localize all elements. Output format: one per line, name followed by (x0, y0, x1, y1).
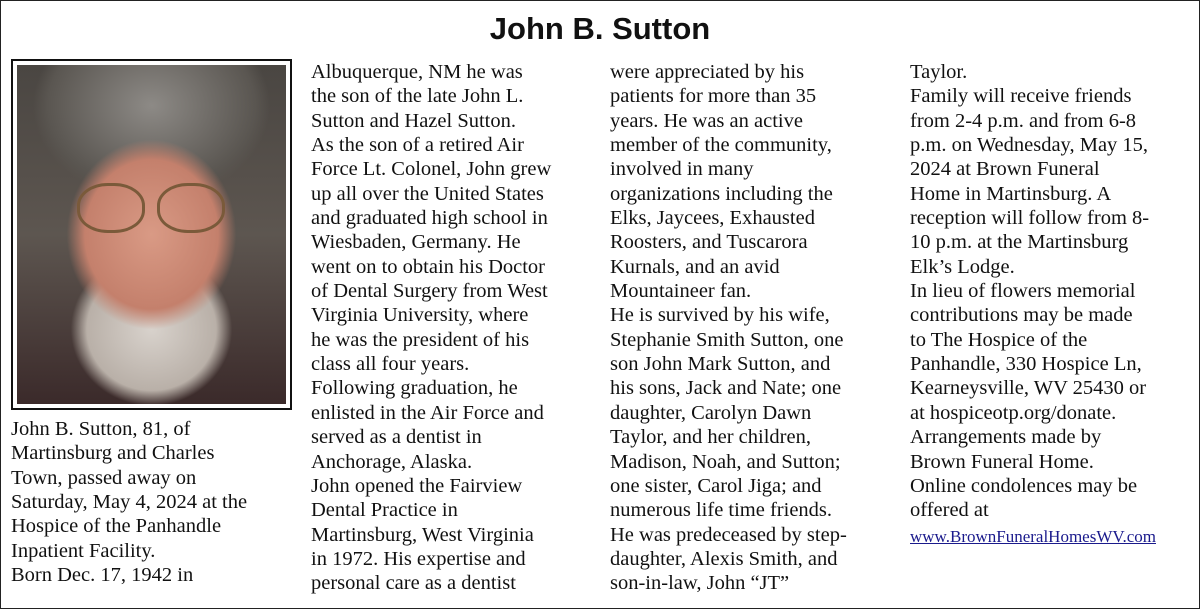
text-line: Born Dec. 17, 1942 in (11, 564, 194, 587)
text-line: organizations including the (610, 182, 833, 205)
text-line: Dental Practice in (311, 499, 458, 522)
text-line: Inpatient Facility. (11, 539, 156, 562)
text-line: He is survived by his wife, (610, 304, 830, 327)
text-line: were appreciated by his (610, 61, 805, 83)
text-line: p.m. on Wednesday, May 15, (910, 134, 1149, 157)
text-line: In lieu of flowers memorial (910, 280, 1136, 303)
text-line: Albuquerque, NM he was (311, 61, 523, 83)
text-line: Anchorage, Alaska. (311, 450, 473, 473)
portrait-photo-frame (11, 59, 292, 410)
text-line: son John Mark Sutton, and (610, 353, 831, 376)
text-line: Panhandle, 330 Hospice Ln, (910, 353, 1142, 376)
text-line: Wiesbaden, Germany. He (311, 231, 521, 254)
text-line: son-in-law, John “JT” (610, 572, 790, 595)
text-line: Elks, Jaycees, Exhausted (610, 207, 815, 230)
text-line: Family will receive friends (910, 85, 1132, 108)
text-line: Roosters, and Tuscarora (610, 231, 808, 254)
text-line: Virginia University, where (311, 304, 529, 327)
text-line: member of the community, (610, 134, 832, 157)
funeral-home-website-link[interactable]: www.BrownFuneralHomesWV.com (910, 526, 1156, 546)
text-line: Taylor. (910, 61, 968, 83)
text-column-2 (311, 60, 551, 596)
text-line: to The Hospice of the (910, 328, 1088, 351)
text-line: Saturday, May 4, 2024 at the (11, 491, 248, 514)
glasses-left-lens (77, 183, 145, 233)
obituary-title: John B. Sutton (489, 11, 711, 46)
text-line: Following graduation, he (311, 377, 518, 400)
text-line: reception will follow from 8- (910, 207, 1150, 230)
text-line: years. He was an active (610, 109, 803, 132)
text-line: Force Lt. Colonel, John grew (311, 158, 552, 181)
text-line: of Dental Surgery from West (311, 280, 548, 303)
text-line: enlisted in the Air Force and (311, 401, 544, 424)
text-line: Hospice of the Panhandle (11, 515, 222, 538)
text-line: Elk’s Lodge. (910, 255, 1015, 278)
text-line: Town, passed away on (11, 466, 197, 489)
portrait-photo (17, 65, 286, 404)
text-line: involved in many (610, 158, 754, 181)
text-line: Sutton and Hazel Sutton. (311, 109, 516, 132)
text-line: and graduated high school in (311, 207, 548, 230)
text-line: Stephanie Smith Sutton, one (610, 328, 844, 351)
text-line: Kurnals, and an avid (610, 255, 780, 278)
text-line: daughter, Alexis Smith, and (610, 547, 838, 570)
text-line: from 2-4 p.m. and from 6-8 (910, 109, 1137, 132)
text-line: John B. Sutton, 81, of (11, 418, 191, 440)
text-line: patients for more than 35 (610, 85, 817, 108)
text-line: Online condolences may be (910, 474, 1138, 497)
text-line: daughter, Carolyn Dawn (610, 401, 812, 424)
text-line: Martinsburg and Charles (11, 442, 215, 465)
text-line: numerous life time friends. (610, 499, 833, 522)
text-column-1 (11, 417, 247, 587)
text-line: served as a dentist in (311, 426, 482, 449)
text-line: Martinsburg, West Virginia (311, 523, 534, 546)
text-line: Mountaineer fan. (610, 280, 752, 303)
text-line: personal care as a dentist (311, 572, 516, 595)
text-column-3 (610, 60, 847, 596)
text-line: the son of the late John L. (311, 85, 524, 108)
text-line: one sister, Carol Jiga; and (610, 474, 822, 497)
text-line: up all over the United States (311, 182, 544, 205)
text-line: As the son of a retired Air (311, 134, 524, 157)
text-line: went on to obtain his Doctor (311, 255, 546, 278)
text-line: Kearneysville, WV 25430 or (910, 377, 1147, 400)
text-line: offered at (910, 499, 989, 522)
text-line: in 1972. His expertise and (311, 547, 526, 570)
text-line: He was predeceased by step- (610, 523, 847, 546)
text-line: his sons, Jack and Nate; one (610, 377, 842, 400)
text-line: Taylor, and her children, (610, 426, 811, 449)
text-line: contributions may be made (910, 304, 1133, 327)
glasses-right-lens (157, 183, 225, 233)
text-line: 2024 at Brown Funeral (910, 158, 1100, 181)
text-line: Home in Martinsburg. A (910, 182, 1112, 205)
text-column-4 (910, 60, 1156, 549)
text-line: 10 p.m. at the Martinsburg (910, 231, 1129, 254)
text-line: Arrangements made by (910, 426, 1102, 449)
text-line: class all four years. (311, 353, 470, 376)
text-line: John opened the Fairview (311, 474, 523, 497)
text-line: Brown Funeral Home. (910, 450, 1094, 473)
text-line: Madison, Noah, and Sutton; (610, 450, 841, 473)
text-line: he was the president of his (311, 328, 530, 351)
text-line: at hospiceotp.org/donate. (910, 401, 1117, 424)
